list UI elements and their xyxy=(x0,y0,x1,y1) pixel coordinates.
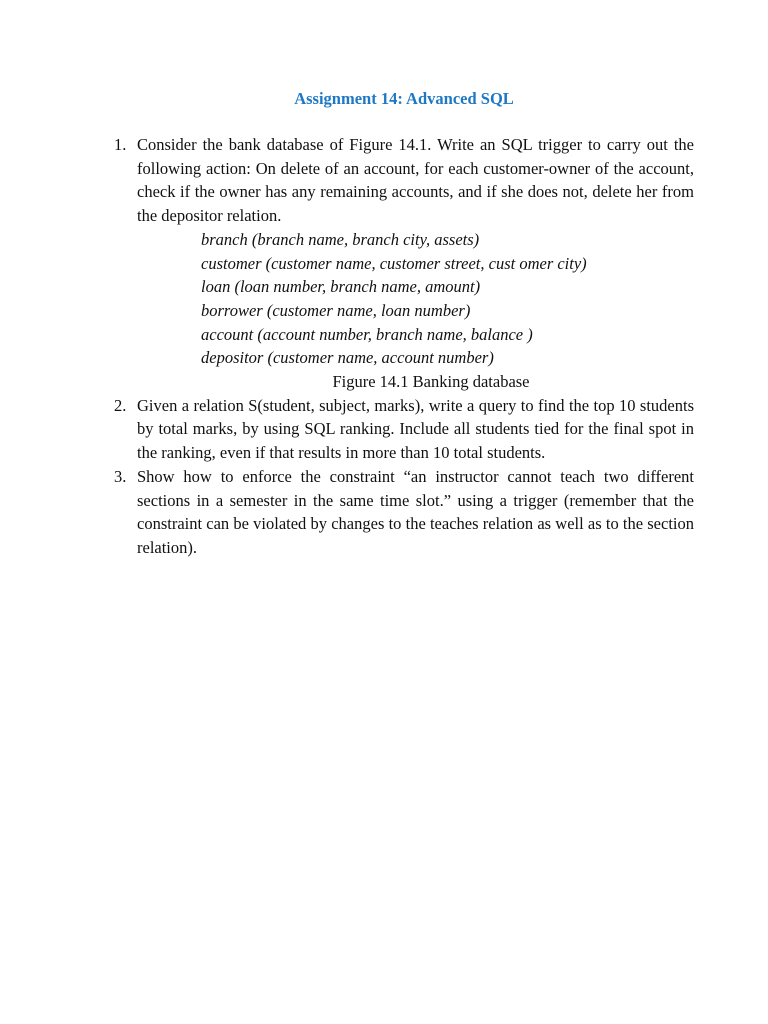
question-item-3 xyxy=(106,465,694,560)
schema-line-customer: customer (customer name, customer street, cust omer city) xyxy=(201,253,587,273)
question-number: 1. xyxy=(114,135,127,154)
page-title: Assignment 14: Advanced SQL xyxy=(294,89,514,108)
schema-line-loan: loan (loan number, branch name, amount) xyxy=(201,277,481,297)
schema-line-depositor: depositor (customer name, account number) xyxy=(201,348,494,368)
question-text: Show how to enforce the constraint “an instructor cannot teach two different sections in a semester in the same time slot.” using a trigger (remember that the constraint can be violated by changes to the teaches relation as well as to the section relation). xyxy=(137,466,694,557)
question-text: Given a relation S(student, subject, marks), write a query to find the top 10 students by total marks, by using SQL ranking. Include all students tied for the final spot in the ranking, even if that results in more than 10 total students. xyxy=(137,395,694,463)
schema-line-account: account (account number, branch name, balance ) xyxy=(201,324,533,344)
schema-list xyxy=(137,228,694,370)
question-number: 3. xyxy=(114,466,127,486)
schema-line-borrower: borrower (customer name, loan number) xyxy=(201,300,471,320)
schema-line-branch: branch (branch name, branch city, assets) xyxy=(201,229,480,249)
question-item-1 xyxy=(106,133,694,394)
question-number: 2. xyxy=(114,395,127,415)
figure-caption: Figure 14.1 Banking database xyxy=(332,372,530,392)
question-text: Consider the bank database of Figure 14.1. Write an SQL trigger to carry out the following action: On delete of an account, for each customer-owner of the account, check if the owner has any remaining accounts, and if she does not, delete her from the depositor relation. xyxy=(137,135,694,226)
question-list xyxy=(106,133,694,560)
question-item-2 xyxy=(106,394,694,465)
